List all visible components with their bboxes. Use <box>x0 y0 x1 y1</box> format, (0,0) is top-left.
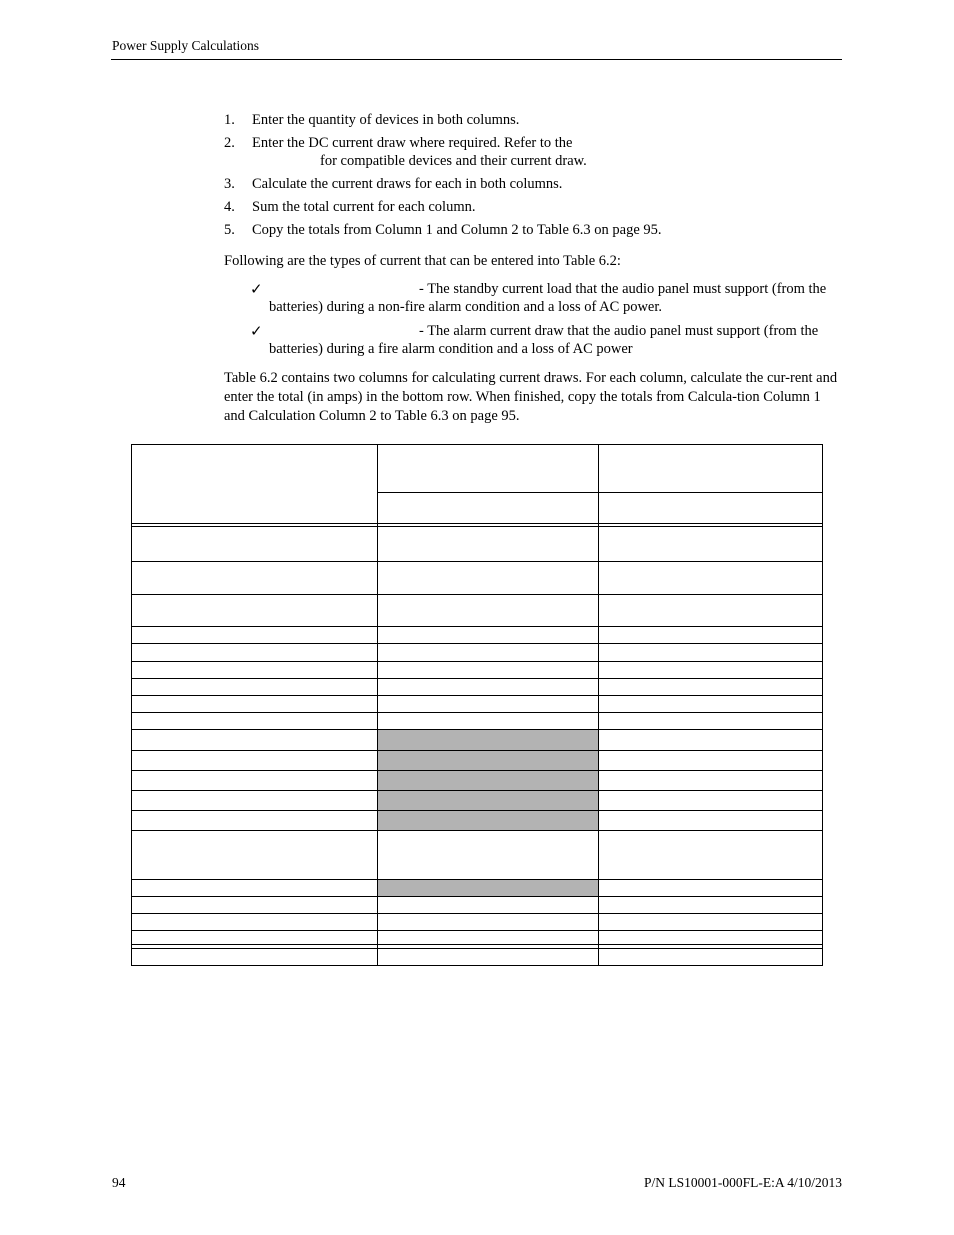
current-type-list <box>250 280 842 364</box>
document-id: P/N LS10001-000FL-E:A 4/10/2013 <box>643 1175 842 1190</box>
step-item <box>224 134 844 170</box>
instruction-steps <box>224 111 844 244</box>
step-number: 5. <box>224 222 235 238</box>
row-rule <box>132 770 822 771</box>
shaded-cell <box>378 771 599 791</box>
bullet-text: - The standby current load that the audio panel must support (from the batteries) during a non-fire alarm condition and a loss of AC power. <box>269 281 827 315</box>
step-text: Enter the DC current draw where required. Refer to the <box>252 135 573 151</box>
row-rule <box>132 930 822 931</box>
row-rule <box>132 913 822 914</box>
current-calculation-table <box>131 444 823 966</box>
row-rule <box>132 695 822 696</box>
row-rule <box>132 594 822 595</box>
step-item <box>224 221 844 239</box>
shaded-cell <box>378 750 599 771</box>
checkmark-icon: ✓ <box>250 322 263 340</box>
total-double-rule <box>132 944 822 945</box>
step-number: 2. <box>224 135 235 151</box>
shaded-cell <box>378 730 599 750</box>
bullet-item <box>250 280 842 316</box>
row-rule <box>132 750 822 751</box>
header-rule <box>111 59 842 60</box>
row-rule <box>132 896 822 897</box>
step-number: 4. <box>224 199 235 215</box>
step-number: 1. <box>224 112 235 128</box>
row-rule <box>132 661 822 662</box>
step-number: 3. <box>224 176 235 192</box>
table-description: Table 6.2 contains two columns for calculating current draws. For each column, calculate the cur-rent and enter the total (in amps) in the bottom row. When finished, copy the totals from Calcula-tion Column 1 and Calculation Column 2 to Table 6.3 on page 95. <box>224 370 838 424</box>
step-text: Copy the totals from Column 1 and Column 2 to Table 6.3 on page 95. <box>252 222 662 238</box>
row-rule <box>132 712 822 713</box>
running-header: Power Supply Calculations <box>112 38 259 53</box>
bullet-item <box>250 322 842 358</box>
header-subrow-rule <box>377 492 823 493</box>
row-rule <box>132 561 822 562</box>
step-item <box>224 111 844 129</box>
row-rule <box>132 626 822 627</box>
row-rule <box>132 729 822 730</box>
row-rule <box>132 830 822 831</box>
row-rule <box>132 810 822 811</box>
header-double-rule <box>132 523 822 524</box>
step-text: Sum the total current for each column. <box>252 199 476 215</box>
shaded-cell <box>378 810 599 830</box>
step-item <box>224 175 844 193</box>
row-rule <box>132 790 822 791</box>
row-rule <box>132 879 822 880</box>
total-double-rule <box>132 948 822 949</box>
step-item <box>224 198 844 216</box>
current-types-intro: Following are the types of current that can be entered into Table 6.2: <box>224 253 621 269</box>
header-double-rule <box>132 526 822 527</box>
step-text: Calculate the current draws for each in both columns. <box>252 176 563 192</box>
bullet-text: - The alarm current draw that the audio panel must support (from the batteries) during a fire alarm condition and a loss of AC power <box>269 323 819 357</box>
checkmark-icon: ✓ <box>250 280 263 298</box>
row-rule <box>132 643 822 644</box>
page-number: 94 <box>112 1175 126 1190</box>
row-rule <box>132 678 822 679</box>
shaded-cell <box>378 880 599 897</box>
step-text-continuation: for compatible devices and their current draw. <box>320 153 587 169</box>
step-text: Enter the quantity of devices in both columns. <box>252 112 520 128</box>
shaded-cell <box>378 791 599 810</box>
